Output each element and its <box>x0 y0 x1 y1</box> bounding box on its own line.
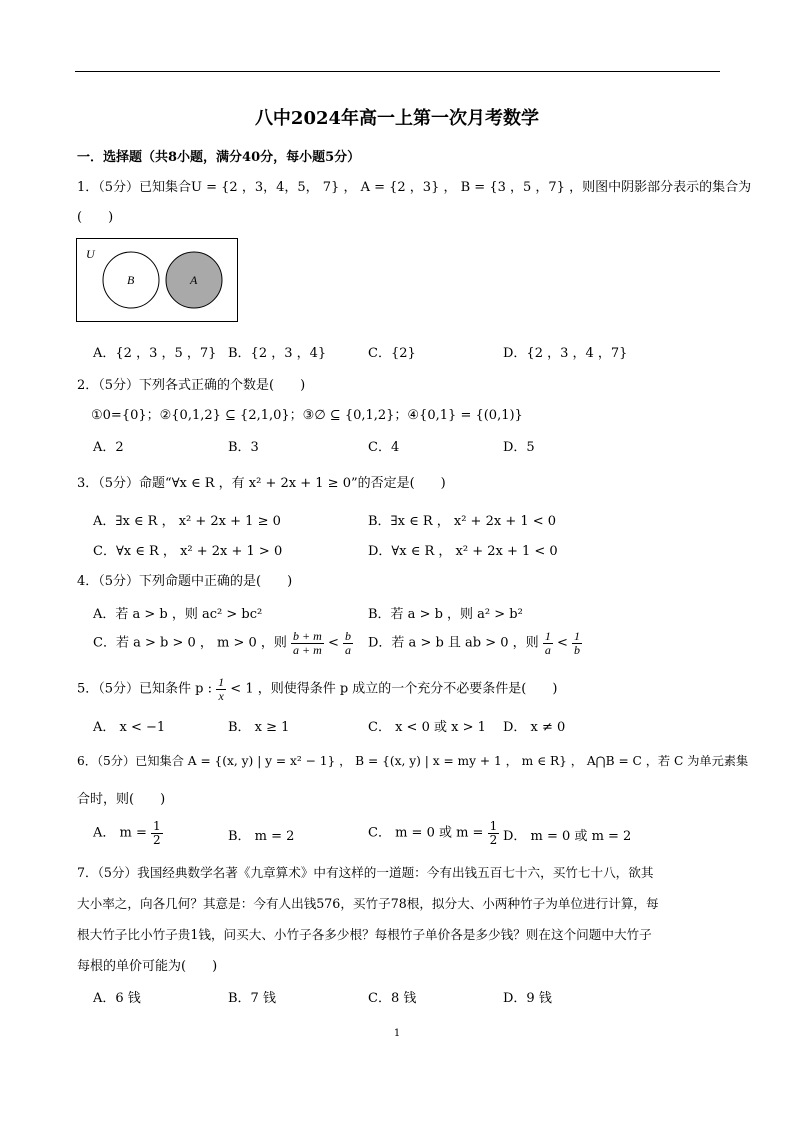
q4-option-d-lt: < <box>556 635 568 651</box>
q5-option-a: A． x < −1 <box>93 720 166 735</box>
q1-option-d: D．{2 ，3 ，4 ，7} <box>503 346 628 361</box>
venn-label-b: B <box>127 273 135 287</box>
q5-option-c: C． x < 0 或 x > 1 <box>368 720 486 735</box>
q2-option-d: D．5 <box>503 440 535 455</box>
q2-option-b: B．3 <box>228 440 259 455</box>
venn-label-u: U <box>86 247 95 261</box>
q6-option-a-text: A． m = <box>93 825 147 841</box>
q3-option-b: B．∃x ∈ R ， x² + 2x + 1 < 0 <box>368 514 557 529</box>
q7-stem-line2: 大小率之，向各几何？其意是：今有人出钱576，买竹子78根，拟分大、小两种竹子为单位进行计算，每 <box>77 896 659 911</box>
q6-stem-line2: 合时，则( ) <box>77 792 166 807</box>
page-number: 1 <box>393 1028 401 1039</box>
q7-option-c: C．8 钱 <box>368 991 417 1006</box>
q1-option-c: C．{2} <box>368 346 416 361</box>
q3-option-d: D．∀x ∈ R ， x² + 2x + 1 < 0 <box>368 544 558 559</box>
q3-stem: 3．（5分）命题“∀x ∈ R ，有 x² + 2x + 1 ≥ 0”的否定是( ) <box>77 476 446 491</box>
q5-stem <box>77 676 557 702</box>
q4-option-c <box>93 630 353 656</box>
q5-option-b: B． x ≥ 1 <box>228 720 290 735</box>
q7-stem-line3: 根大竹子比小竹子贵1钱，问买大、小竹子各多少根？每根竹子单价各是多少钱？则在这个问题中大竹子 <box>77 927 652 942</box>
q5-fraction: $\frac{1}{x}$ <box>218 675 225 703</box>
q4-option-c-text: C．若 a > b > 0 ， m > 0 ，则 <box>93 635 287 651</box>
page-title: 八中2024年高一上第一次月考数学 <box>254 108 540 129</box>
q7-option-a: A．6 钱 <box>93 991 141 1006</box>
q4-option-d-fraction1: $\frac{1}{a}$ <box>544 629 551 657</box>
q1-stem-line1: 1．（5分）已知集合U = {2 ，3，4，5， 7} ， A = {2 ，3} ， B = {3 ，5 ，7} ，则图中阴影部分表示的集合为 <box>77 180 752 195</box>
q4-option-c-lt: < <box>327 635 339 651</box>
q4-option-c-fraction2: $\frac{b}{a}$ <box>344 629 351 657</box>
q4-option-b: B．若 a > b ，则 a² > b² <box>368 607 523 622</box>
q6-option-b: B． m = 2 <box>228 829 295 844</box>
q6-option-c-text: C． m = 0 或 m = <box>368 825 484 841</box>
q4-stem: 4．（5分）下列命题中正确的是( ) <box>77 574 293 589</box>
q6-option-c-fraction: $\frac{1}{2}$ <box>489 819 498 847</box>
q2-stem: 2．（5分）下列各式正确的个数是( ) <box>77 378 306 393</box>
q7-option-d: D．9 钱 <box>503 991 552 1006</box>
q3-option-a: A．∃x ∈ R ， x² + 2x + 1 ≥ 0 <box>93 514 281 529</box>
q7-stem-line4: 每根的单价可能为( ) <box>77 959 218 974</box>
q1-stem-line2: ( ) <box>77 210 114 225</box>
q7-option-b: B．7 钱 <box>228 991 276 1006</box>
q6-stem-line1: 6．（5分）已知集合 A = {(x, y) | y = x² − 1} ， B = {(x, y) | x = my + 1 ， m ∈ R} ， A⋂B = C ，若 C 为单元素集 <box>77 754 749 768</box>
q2-option-a: A．2 <box>93 440 124 455</box>
q4-option-d <box>368 630 582 656</box>
q6-option-d: D． m = 0 或 m = 2 <box>503 829 632 844</box>
q4-option-c-fraction1: $\frac{b + m}{a + m}$ <box>293 629 322 657</box>
q3-option-c: C．∀x ∈ R ， x² + 2x + 1 > 0 <box>93 544 283 559</box>
venn-label-a: A <box>190 273 198 287</box>
q6-option-a-fraction: $\frac{1}{2}$ <box>153 819 161 847</box>
q1-option-a: A．{2 ，3 ，5 ，7} <box>93 346 217 361</box>
q5-stem-pre: 5．（5分）已知条件 p : <box>77 681 213 697</box>
venn-diagram <box>76 238 238 322</box>
q1-option-b: B．{2 ，3 ，4} <box>228 346 327 361</box>
q5-option-d: D． x ≠ 0 <box>503 720 566 735</box>
q4-option-a: A．若 a > b ，则 ac² > bc² <box>93 607 263 622</box>
q6-option-c <box>368 820 499 846</box>
q7-stem-line1: 7．（5分）我国经典数学名著《九章算术》中有这样的一道题：今有出钱五百七十六，买竹七十八，欲其 <box>77 865 654 880</box>
header-rule <box>75 71 720 72</box>
q4-option-d-text: D．若 a > b 且 ab > 0 ，则 <box>368 635 539 651</box>
q6-option-a <box>93 820 163 846</box>
q5-stem-post: < 1 ，则使得条件 p 成立的一个充分不必要条件是( ) <box>230 681 558 697</box>
q2-statements: ①0={0}；②{0,1,2} ⊆ {2,1,0}；③∅ ⊆ {0,1,2}；④{0,1} = {(0,1)} <box>91 408 523 423</box>
q4-option-d-fraction2: $\frac{1}{b}$ <box>574 629 581 657</box>
section-heading: 一．选择题（共8小题，满分40分，每小题5分） <box>77 150 361 165</box>
q2-option-c: C．4 <box>368 440 400 455</box>
